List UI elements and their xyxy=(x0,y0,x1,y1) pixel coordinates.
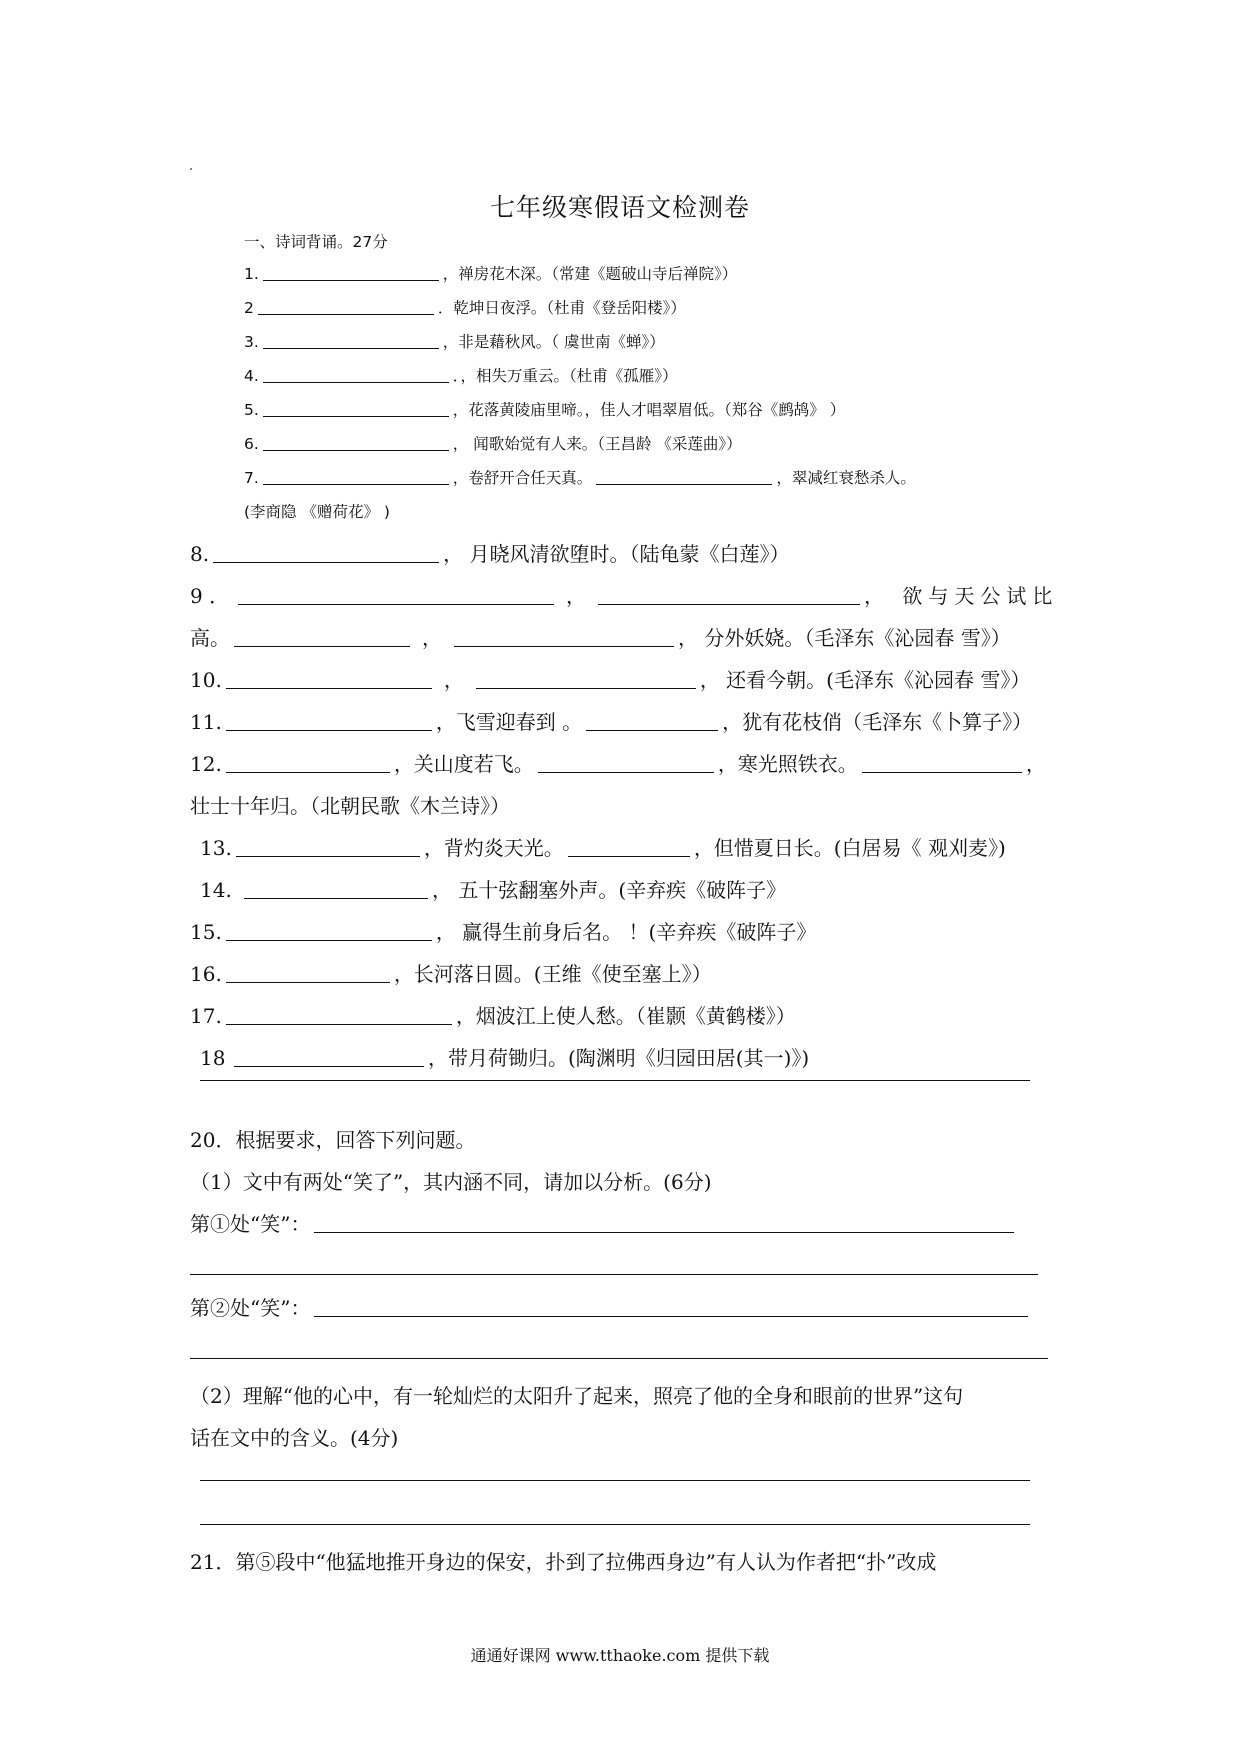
item-9: 9 ． ， ， 欲与天公试比 xyxy=(190,584,1059,608)
item-16: 16. ，长河落日圆。(王维《使至塞上》） xyxy=(190,962,712,986)
section1-item-6: 6. ， 闻歌始觉有人来。（王昌龄 《采莲曲》） xyxy=(244,435,742,453)
q20-sub2-line2: 话在文中的含义。(4分) xyxy=(190,1426,399,1450)
q20-heading: 20．根据要求，回答下列问题。 xyxy=(190,1128,476,1152)
item-15: 15. ， 赢得生前身后名。 ！(辛弃疾《破阵子》 xyxy=(190,920,817,944)
item-12: 12. ，关山度若飞。 ，寒光照铁衣。 ， xyxy=(190,752,1046,776)
answer-blank[interactable] xyxy=(258,313,434,315)
item-13: 13. ，背灼炎天光。 ，但惜夏日长。(白居易《 观刈麦》) xyxy=(200,836,1006,860)
item-10: 10. ， ， 还看今朝。(毛泽东《沁园春 雪》） xyxy=(190,668,1031,692)
answer-blank[interactable] xyxy=(236,855,420,857)
item-18: 18 ，带月荷锄归。(陶渊明《归园田居(其一)》) xyxy=(200,1046,810,1070)
page-footer: 通通好课网 www.tthaoke.com 提供下载 xyxy=(470,1646,770,1665)
item-8: 8. ， 月晓风清欲堕时。（陆龟蒙《白莲》） xyxy=(190,542,790,566)
answer-line[interactable] xyxy=(190,1274,1038,1275)
q20-answer2-row: 第②处“笑”： xyxy=(190,1292,1032,1321)
answer-blank[interactable] xyxy=(263,279,439,281)
answer-blank[interactable] xyxy=(263,381,449,383)
section1-item-2: 2 ．乾坤日夜浮。（杜甫《登岳阳楼》） xyxy=(244,299,686,317)
answer-blank[interactable] xyxy=(454,645,674,647)
answer-blank[interactable] xyxy=(226,729,432,731)
answer-blank[interactable] xyxy=(862,771,1022,773)
answer-line[interactable] xyxy=(190,1358,1048,1359)
answer-blank[interactable] xyxy=(596,483,772,485)
q20-sub1: （1）文中有两处“笑了”，其内涵不同，请加以分析。(6分) xyxy=(190,1170,712,1194)
item-9-cont: 高。 ， ， 分外妖娆。（毛泽东《沁园春 雪》） xyxy=(190,626,1011,650)
section1-item-7-source: (李商隐 《赠荷花》 ) xyxy=(244,503,390,521)
item-17: 17. ，烟波江上使人愁。（崔颢《黄鹤楼》） xyxy=(190,1004,796,1028)
section1-item-3: 3. ，非是藉秋风。（ 虞世南《蝉》） xyxy=(244,333,665,351)
answer-blank[interactable] xyxy=(586,729,718,731)
q21-text: 21．第⑤段中“他猛地推开身边的保安，扑到了拉佛西身边”有人认为作者把“扑”改成 xyxy=(190,1550,937,1574)
answer-blank[interactable] xyxy=(226,687,432,689)
divider-line xyxy=(200,1080,1030,1081)
item-12-cont: 壮士十年归。（北朝民歌《木兰诗》） xyxy=(190,794,510,818)
section1-item-7: 7. ，卷舒开合任天真。 ，翠减红衰愁杀人。 xyxy=(244,469,916,487)
answer-blank[interactable] xyxy=(598,603,860,605)
answer-blank[interactable] xyxy=(314,1231,1014,1233)
section1-heading: 一、诗词背诵。27分 xyxy=(244,233,388,251)
answer-blank[interactable] xyxy=(538,771,714,773)
answer-blank[interactable] xyxy=(263,449,449,451)
answer-blank[interactable] xyxy=(226,939,432,941)
answer-blank[interactable] xyxy=(263,347,439,349)
section1-item-5: 5. ，花落黄陵庙里啼。，佳人才唱翠眉低。（郑谷《鹧鸪》 ） xyxy=(244,401,846,419)
answer-blank[interactable] xyxy=(226,981,390,983)
item-14: 14. ， 五十弦翻塞外声。(辛弃疾《破阵子》 xyxy=(200,878,787,902)
answer-blank[interactable] xyxy=(234,645,410,647)
answer-blank[interactable] xyxy=(226,771,390,773)
answer-blank[interactable] xyxy=(234,1065,424,1067)
answer-blank[interactable] xyxy=(476,687,696,689)
section1-item-4: 4. ．，相失万重云。（杜甫《孤雁》） xyxy=(244,367,678,385)
answer-blank[interactable] xyxy=(314,1315,1028,1317)
answer-blank[interactable] xyxy=(263,483,449,485)
answer-blank[interactable] xyxy=(263,415,449,417)
answer-blank[interactable] xyxy=(568,855,690,857)
item-11: 11. ，飞雪迎春到 。 ，犹有花枝俏（毛泽东《卜算子》） xyxy=(190,710,1033,734)
scan-speck xyxy=(190,168,192,170)
answer-line[interactable] xyxy=(200,1480,1030,1481)
q20-sub2-line1: （2）理解“他的心中，有一轮灿烂的太阳升了起来，照亮了他的全身和眼前的世界”这句 xyxy=(190,1384,964,1408)
section1-item-1: 1. ，禅房花木深。（常建《题破山寺后禅院》） xyxy=(244,265,738,283)
answer-blank[interactable] xyxy=(244,897,428,899)
answer-blank[interactable] xyxy=(238,603,554,605)
answer-blank[interactable] xyxy=(213,561,439,563)
page-title: 七年级寒假语文检测卷 xyxy=(489,193,750,222)
answer-line[interactable] xyxy=(200,1524,1030,1525)
q20-answer1-row: 第①处“笑”： xyxy=(190,1208,1018,1237)
answer-blank[interactable] xyxy=(226,1023,452,1025)
